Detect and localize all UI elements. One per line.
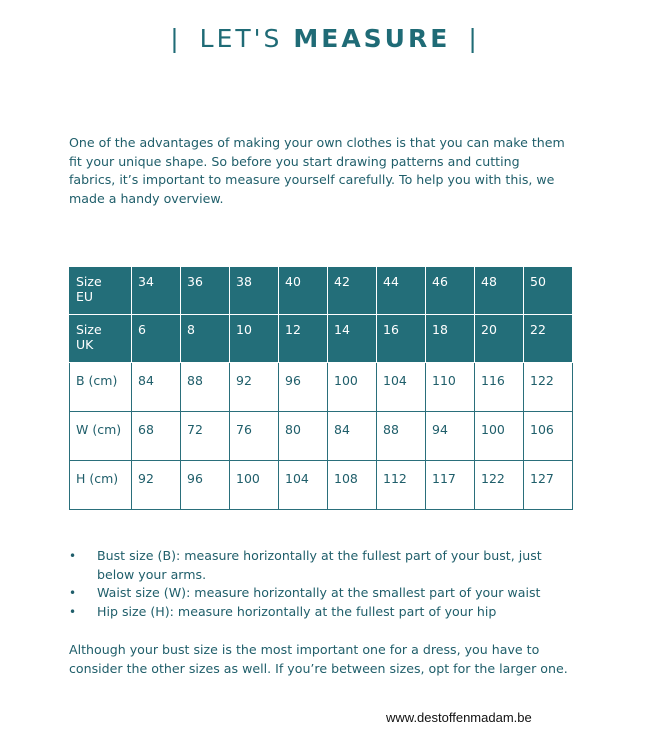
table-cell: 68 bbox=[132, 412, 181, 461]
bullet-marker: • bbox=[69, 604, 77, 619]
table-cell: 112 bbox=[377, 461, 426, 510]
list-item bbox=[69, 584, 569, 603]
table-cell: 12 bbox=[279, 315, 328, 363]
title-light-part: LET'S bbox=[199, 24, 283, 53]
table-cell: 117 bbox=[426, 461, 475, 510]
table-cell: 38 bbox=[230, 267, 279, 315]
table-cell: 50 bbox=[524, 267, 573, 315]
table-cell: 127 bbox=[524, 461, 573, 510]
table-cell: 84 bbox=[328, 412, 377, 461]
row-label-line: EU bbox=[76, 289, 94, 304]
table-cell: 8 bbox=[181, 315, 230, 363]
title-bold-part: MEASURE bbox=[293, 24, 451, 53]
waist-instruction: Waist size (W): measure horizontally at the smallest part of your waist bbox=[97, 585, 541, 600]
measurement-instructions bbox=[69, 547, 569, 621]
table-cell: 96 bbox=[279, 363, 328, 412]
table-cell: 76 bbox=[230, 412, 279, 461]
table-cell: 100 bbox=[230, 461, 279, 510]
table-cell: 122 bbox=[475, 461, 524, 510]
outro-paragraph: Although your bust size is the most important one for a dress, you have to consider the other sizes as well. If you’re between sizes, opt for the larger one. bbox=[69, 642, 568, 676]
table-cell: 36 bbox=[181, 267, 230, 315]
row-label-line: UK bbox=[76, 337, 94, 352]
table-row bbox=[70, 461, 573, 510]
row-label-line: Size bbox=[76, 274, 102, 289]
table-cell: 100 bbox=[475, 412, 524, 461]
size-table bbox=[69, 266, 573, 510]
list-item bbox=[69, 547, 569, 584]
table-cell: 40 bbox=[279, 267, 328, 315]
page-title bbox=[0, 24, 650, 53]
table-cell: 104 bbox=[279, 461, 328, 510]
title-left-bar: | bbox=[170, 24, 182, 53]
table-cell: 84 bbox=[132, 363, 181, 412]
row-label: W (cm) bbox=[70, 412, 132, 461]
table-cell: 42 bbox=[328, 267, 377, 315]
table-cell: 88 bbox=[181, 363, 230, 412]
row-label: B (cm) bbox=[70, 363, 132, 412]
table-cell: 92 bbox=[132, 461, 181, 510]
website-link[interactable]: www.destoffenmadam.be bbox=[386, 710, 532, 725]
table-cell: 6 bbox=[132, 315, 181, 363]
table-cell: 88 bbox=[377, 412, 426, 461]
table-cell: 18 bbox=[426, 315, 475, 363]
table-cell: 16 bbox=[377, 315, 426, 363]
row-label-line: Size bbox=[76, 322, 102, 337]
table-cell: 44 bbox=[377, 267, 426, 315]
row-label: H (cm) bbox=[70, 461, 132, 510]
list-item bbox=[69, 603, 569, 622]
bullet-marker: • bbox=[69, 586, 77, 600]
row-label bbox=[70, 315, 132, 363]
title-right-bar: | bbox=[468, 24, 480, 53]
table-cell: 72 bbox=[181, 412, 230, 461]
row-label bbox=[70, 267, 132, 315]
table-cell: 122 bbox=[524, 363, 573, 412]
table-cell: 116 bbox=[475, 363, 524, 412]
table-cell: 108 bbox=[328, 461, 377, 510]
table-cell: 92 bbox=[230, 363, 279, 412]
table-cell: 10 bbox=[230, 315, 279, 363]
table-row bbox=[70, 315, 573, 363]
bust-instruction: Bust size (B): measure horizontally at the fullest part of your bust, just below your arms. bbox=[97, 548, 542, 582]
bullet-marker: • bbox=[69, 549, 77, 563]
table-cell: 46 bbox=[426, 267, 475, 315]
table-row bbox=[70, 412, 573, 461]
table-cell: 22 bbox=[524, 315, 573, 363]
table-cell: 96 bbox=[181, 461, 230, 510]
table-cell: 110 bbox=[426, 363, 475, 412]
table-row bbox=[70, 363, 573, 412]
table-row bbox=[70, 267, 573, 315]
table-cell: 48 bbox=[475, 267, 524, 315]
table-cell: 100 bbox=[328, 363, 377, 412]
intro-paragraph: One of the advantages of making your own clothes is that you can make them fit your unique shape. So before you start drawing patterns and cutting fabrics, it’s important to measure yourself carefully. To help you with this, we made a handy overview. bbox=[69, 135, 565, 206]
table-cell: 104 bbox=[377, 363, 426, 412]
table-cell: 80 bbox=[279, 412, 328, 461]
table-cell: 94 bbox=[426, 412, 475, 461]
table-cell: 20 bbox=[475, 315, 524, 363]
table-cell: 106 bbox=[524, 412, 573, 461]
hip-instruction: Hip size (H): measure horizontally at the fullest part of your hip bbox=[97, 603, 497, 619]
table-cell: 34 bbox=[132, 267, 181, 315]
table-cell: 14 bbox=[328, 315, 377, 363]
